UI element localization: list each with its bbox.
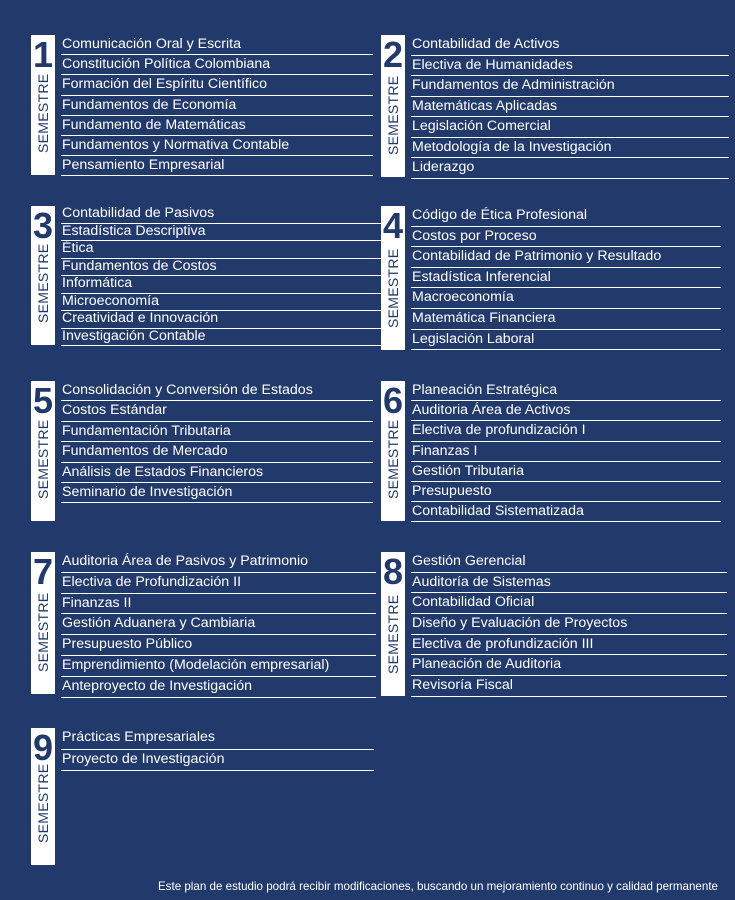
course-item: Gestión Gerencial	[411, 552, 727, 573]
course-item: Fundamentos de Economía	[61, 96, 373, 116]
course-item: Contabilidad de Patrimonio y Resultado	[411, 247, 721, 268]
semester-label: SEMESTRE	[35, 592, 51, 672]
semester-number: 6	[382, 381, 404, 421]
course-item: Fundamentos y Normativa Contable	[61, 136, 373, 156]
course-list	[61, 381, 373, 503]
semester-number: 9	[32, 728, 54, 768]
semester-tab	[31, 206, 55, 345]
course-item: Planeación de Auditoria	[411, 655, 727, 676]
course-item: Consolidación y Conversión de Estados	[61, 381, 373, 401]
semester-number: 1	[32, 35, 54, 75]
course-item: Constitución Política Colombiana	[61, 55, 373, 75]
semester-number: 8	[382, 552, 404, 592]
course-item: Gestión Aduanera y Cambiaria	[61, 614, 376, 635]
semester-number: 3	[32, 206, 54, 246]
course-item: Auditoría de Sistemas	[411, 573, 727, 594]
course-item: Matemáticas Aplicadas	[411, 97, 729, 118]
course-item: Anteproyecto de Investigación	[61, 677, 376, 698]
semester-number: 5	[32, 381, 54, 421]
course-list	[411, 381, 721, 522]
course-item: Revisoría Fiscal	[411, 676, 727, 697]
course-list	[61, 728, 374, 771]
course-item: Costos Estándar	[61, 401, 373, 421]
course-item: Análisis de Estados Financieros	[61, 463, 373, 483]
course-item: Informática	[61, 276, 384, 294]
course-item: Comunicación Oral y Escrita	[61, 35, 373, 55]
course-item: Gestión Tributaria	[411, 462, 721, 482]
semester-label: SEMESTRE	[35, 73, 51, 153]
course-list	[411, 552, 727, 697]
course-item: Legislación Laboral	[411, 330, 721, 351]
course-item: Electiva de Profundización II	[61, 573, 376, 594]
course-list	[61, 35, 373, 176]
course-item: Fundamento de Matemáticas	[61, 116, 373, 136]
course-list	[411, 206, 721, 350]
course-item: Auditoria Área de Pasivos y Patrimonio	[61, 552, 376, 573]
course-item: Fundamentos de Administración	[411, 76, 729, 97]
course-item: Electiva de Humanidades	[411, 56, 729, 77]
semester-label: SEMESTRE	[385, 419, 401, 499]
course-item: Ética	[61, 241, 384, 259]
course-item: Presupuesto	[411, 482, 721, 502]
course-item: Contabilidad Sistematizada	[411, 502, 721, 522]
course-item: Finanzas II	[61, 594, 376, 615]
course-item: Auditoria Área de Activos	[411, 401, 721, 421]
course-item: Fundamentación Tributaria	[61, 422, 373, 442]
course-item: Electiva de profundización III	[411, 635, 727, 656]
semester-tab	[381, 381, 405, 521]
course-item: Matemática Financiera	[411, 309, 721, 330]
course-item: Proyecto de Investigación	[61, 750, 374, 772]
course-item: Estadística Inferencial	[411, 268, 721, 289]
semester-number: 2	[382, 35, 404, 75]
semester-tab	[381, 206, 405, 350]
course-item: Fundamentos de Costos	[61, 259, 384, 277]
footer-note: Este plan de estudio podrá recibir modificaciones, buscando un mejoramiento continuo y calidad permanente	[157, 880, 718, 893]
course-item: Prácticas Empresariales	[61, 728, 374, 750]
course-item: Investigación Contable	[61, 329, 384, 347]
course-item: Finanzas I	[411, 442, 721, 462]
course-item: Metodología de la Investigación	[411, 138, 729, 159]
course-item: Diseño y Evaluación de Proyectos	[411, 614, 727, 635]
course-item: Costos por Proceso	[411, 227, 721, 248]
course-item: Fundamentos de Mercado	[61, 442, 373, 462]
semester-number: 4	[382, 206, 404, 246]
course-item: Liderazgo	[411, 158, 729, 179]
semester-label: SEMESTRE	[385, 75, 401, 155]
semester-tab	[31, 381, 55, 521]
semester-tab	[381, 552, 405, 696]
course-list	[61, 552, 376, 698]
semester-tab	[381, 35, 405, 177]
course-item: Contabilidad de Pasivos	[61, 206, 384, 224]
course-item: Creatividad e Innovación	[61, 311, 384, 329]
course-item: Presupuesto Público	[61, 635, 376, 656]
course-item: Emprendimiento (Modelación empresarial)	[61, 656, 376, 677]
course-list	[411, 35, 729, 179]
course-item: Pensamiento Empresarial	[61, 156, 373, 176]
course-item: Microeconomía	[61, 294, 384, 312]
semester-label: SEMESTRE	[385, 248, 401, 328]
semester-tab	[31, 728, 55, 865]
course-list	[61, 206, 384, 346]
semester-tab	[31, 35, 55, 175]
semester-label: SEMESTRE	[35, 419, 51, 499]
course-item: Estadística Descriptiva	[61, 224, 384, 242]
semester-number: 7	[32, 552, 54, 592]
course-item: Electiva de profundización I	[411, 421, 721, 441]
semester-label: SEMESTRE	[35, 243, 51, 323]
semester-label: SEMESTRE	[385, 594, 401, 674]
course-item: Legislación Comercial	[411, 117, 729, 138]
course-item: Macroeconomía	[411, 288, 721, 309]
course-item: Seminario de Investigación	[61, 483, 373, 503]
course-item: Código de Ética Profesional	[411, 206, 721, 227]
course-item: Contabilidad Oficial	[411, 593, 727, 614]
semester-label: SEMESTRE	[35, 763, 51, 843]
course-item: Planeación Estratégica	[411, 381, 721, 401]
semester-tab	[31, 552, 55, 694]
course-item: Formación del Espíritu Científico	[61, 75, 373, 95]
course-item: Contabilidad de Activos	[411, 35, 729, 56]
